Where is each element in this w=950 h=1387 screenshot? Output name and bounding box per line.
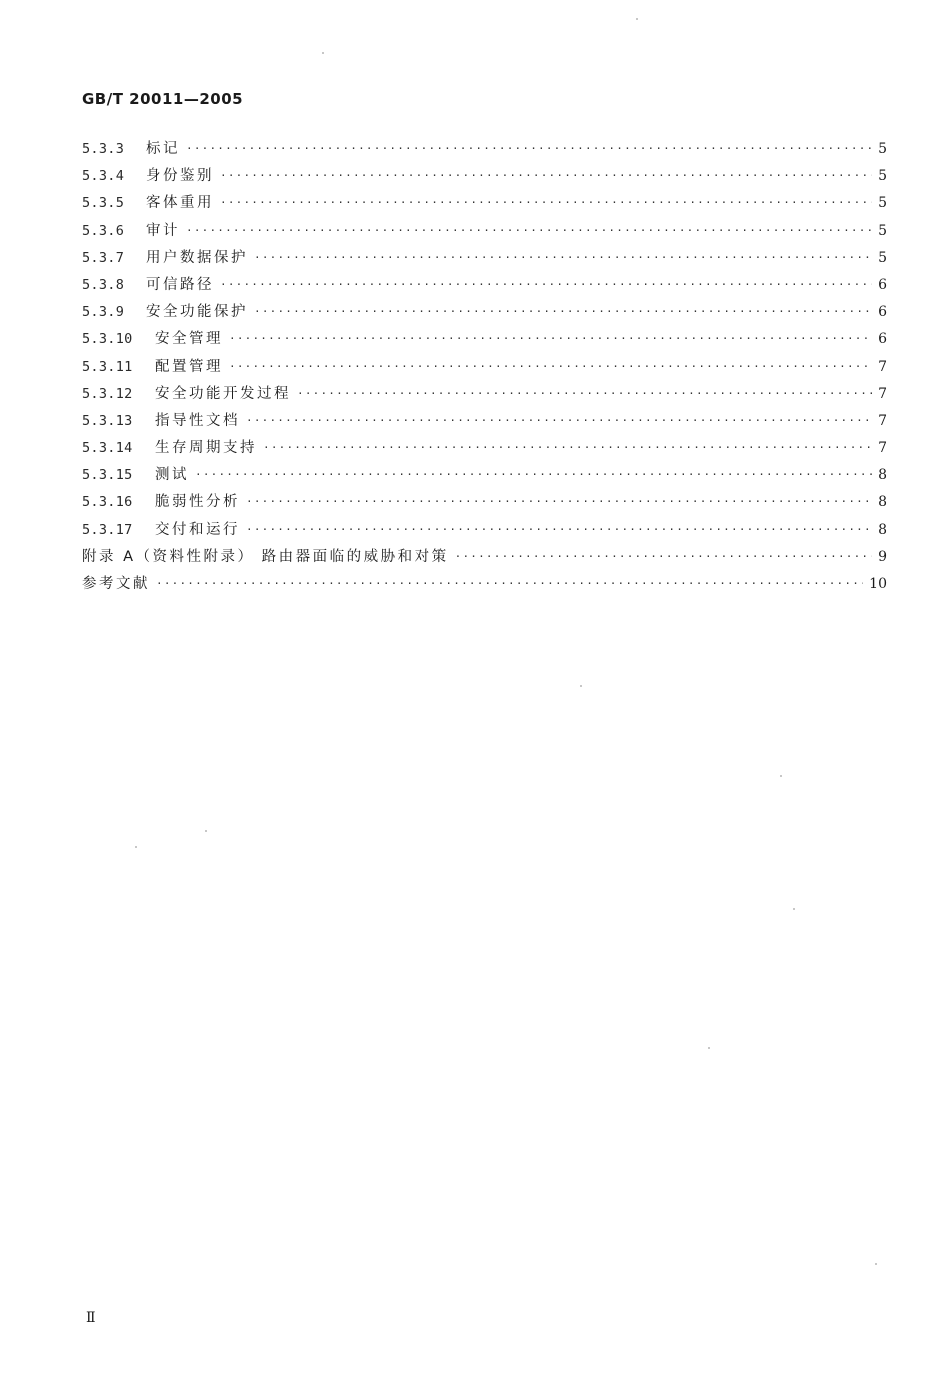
toc-leader-dots xyxy=(186,217,872,244)
toc-entry-page: 7 xyxy=(878,385,887,402)
toc-entry-title: 指导性文档 xyxy=(155,412,240,429)
toc-leader-dots xyxy=(220,189,872,216)
toc-leader-dots xyxy=(263,434,872,461)
toc-entry[interactable] xyxy=(82,408,887,435)
scan-speck xyxy=(205,830,207,832)
toc-entry-appendix[interactable] xyxy=(82,544,887,571)
toc-entry[interactable] xyxy=(82,136,887,163)
toc-leader-dots xyxy=(297,380,872,407)
toc-entry-title: 用户数据保护 xyxy=(146,249,248,266)
toc-entry[interactable] xyxy=(82,381,887,408)
toc-entry-title: 脆弱性分析 xyxy=(155,494,240,511)
toc-leader-dots xyxy=(455,543,872,570)
toc-entry[interactable] xyxy=(82,190,887,217)
toc-leader-dots xyxy=(195,461,872,488)
toc-entry-number: 5.3.11 xyxy=(82,358,133,375)
toc-entry[interactable] xyxy=(82,517,887,544)
toc-entry-number: 5.3.3 xyxy=(82,141,125,157)
toc-entry-title: 身份鉴别 xyxy=(146,168,214,185)
scan-speck xyxy=(780,775,782,777)
toc-entry-number: 5.3.13 xyxy=(82,412,133,429)
toc-leader-dots xyxy=(220,271,872,298)
toc-entry-page: 9 xyxy=(878,548,887,565)
toc-entry-page: 10 xyxy=(869,576,887,592)
toc-entry-page: 5 xyxy=(878,249,887,266)
toc-entry[interactable] xyxy=(82,489,887,516)
toc-entry-references[interactable] xyxy=(82,571,887,598)
toc-entry-number: 5.3.16 xyxy=(82,494,133,511)
toc-entry-number: 5.3.5 xyxy=(82,195,125,212)
toc-entry[interactable] xyxy=(82,218,887,245)
scan-speck xyxy=(580,685,582,687)
toc-leader-dots xyxy=(229,325,872,352)
toc-entry-title: 交付和运行 xyxy=(155,521,240,538)
scan-speck xyxy=(708,1047,710,1049)
toc-entry-title: 配置管理 xyxy=(155,358,223,375)
toc-entry-number: 5.3.7 xyxy=(82,249,125,266)
toc-entry-title: 测试 xyxy=(155,467,189,484)
toc-entry[interactable] xyxy=(82,272,887,299)
toc-entry[interactable] xyxy=(82,326,887,353)
scan-speck xyxy=(636,18,638,20)
toc-entry-number: 5.3.6 xyxy=(82,222,125,239)
toc-entry-page: 8 xyxy=(878,494,887,511)
footer-page-number: Ⅱ xyxy=(86,1310,96,1326)
toc-entry-page: 6 xyxy=(878,276,887,293)
toc-entry-page: 5 xyxy=(878,222,887,239)
standard-code-header: GB/T 20011—2005 xyxy=(82,90,244,108)
toc-entry-title: 安全功能保护 xyxy=(146,304,248,321)
toc-entry-page: 5 xyxy=(878,141,887,157)
toc-entry-page: 5 xyxy=(878,168,887,185)
scan-speck xyxy=(875,1263,877,1265)
toc-entry[interactable] xyxy=(82,245,887,272)
toc-entry-number: 5.3.4 xyxy=(82,168,125,185)
toc-entry-title: 标记 xyxy=(146,141,180,157)
toc-entry-number: 5.3.10 xyxy=(82,331,133,348)
toc-leader-dots xyxy=(186,135,872,162)
toc-entry-title: 审计 xyxy=(146,222,180,239)
toc-entry-page: 7 xyxy=(878,358,887,375)
toc-entry-title: 附录 A（资料性附录） 路由器面临的威胁和对策 xyxy=(82,548,449,565)
toc-entry-title: 生存周期支持 xyxy=(155,440,257,457)
toc-entry-page: 5 xyxy=(878,195,887,212)
toc-entry[interactable] xyxy=(82,299,887,326)
toc-entry-page: 7 xyxy=(878,440,887,457)
scan-speck xyxy=(793,908,795,910)
scan-speck xyxy=(135,846,137,848)
toc-entry-number: 5.3.12 xyxy=(82,385,133,402)
toc-entry-page: 8 xyxy=(878,467,887,484)
toc-leader-dots xyxy=(220,162,872,189)
toc-entry-number: 5.3.9 xyxy=(82,304,125,321)
toc-entry-page: 7 xyxy=(878,412,887,429)
toc-leader-dots xyxy=(229,353,872,380)
toc-entry-title: 客体重用 xyxy=(146,195,214,212)
table-of-contents xyxy=(82,136,887,598)
toc-entry[interactable] xyxy=(82,354,887,381)
toc-entry-number: 5.3.14 xyxy=(82,440,133,457)
toc-leader-dots xyxy=(156,570,863,597)
toc-entry-title: 安全功能开发过程 xyxy=(155,385,291,402)
toc-entry-title: 参考文献 xyxy=(82,576,150,592)
toc-leader-dots xyxy=(246,407,872,434)
toc-entry-title: 安全管理 xyxy=(155,331,223,348)
toc-leader-dots xyxy=(246,516,872,543)
toc-leader-dots xyxy=(254,244,872,271)
toc-entry-page: 8 xyxy=(878,521,887,538)
toc-leader-dots xyxy=(254,298,872,325)
toc-entry-number: 5.3.17 xyxy=(82,521,133,538)
toc-entry[interactable] xyxy=(82,163,887,190)
toc-entry-number: 5.3.15 xyxy=(82,467,133,484)
toc-entry[interactable] xyxy=(82,462,887,489)
toc-entry-number: 5.3.8 xyxy=(82,276,125,293)
toc-entry-title: 可信路径 xyxy=(146,276,214,293)
toc-entry-page: 6 xyxy=(878,304,887,321)
scan-speck xyxy=(322,52,324,54)
toc-entry-page: 6 xyxy=(878,331,887,348)
toc-leader-dots xyxy=(246,488,872,515)
toc-entry[interactable] xyxy=(82,435,887,462)
